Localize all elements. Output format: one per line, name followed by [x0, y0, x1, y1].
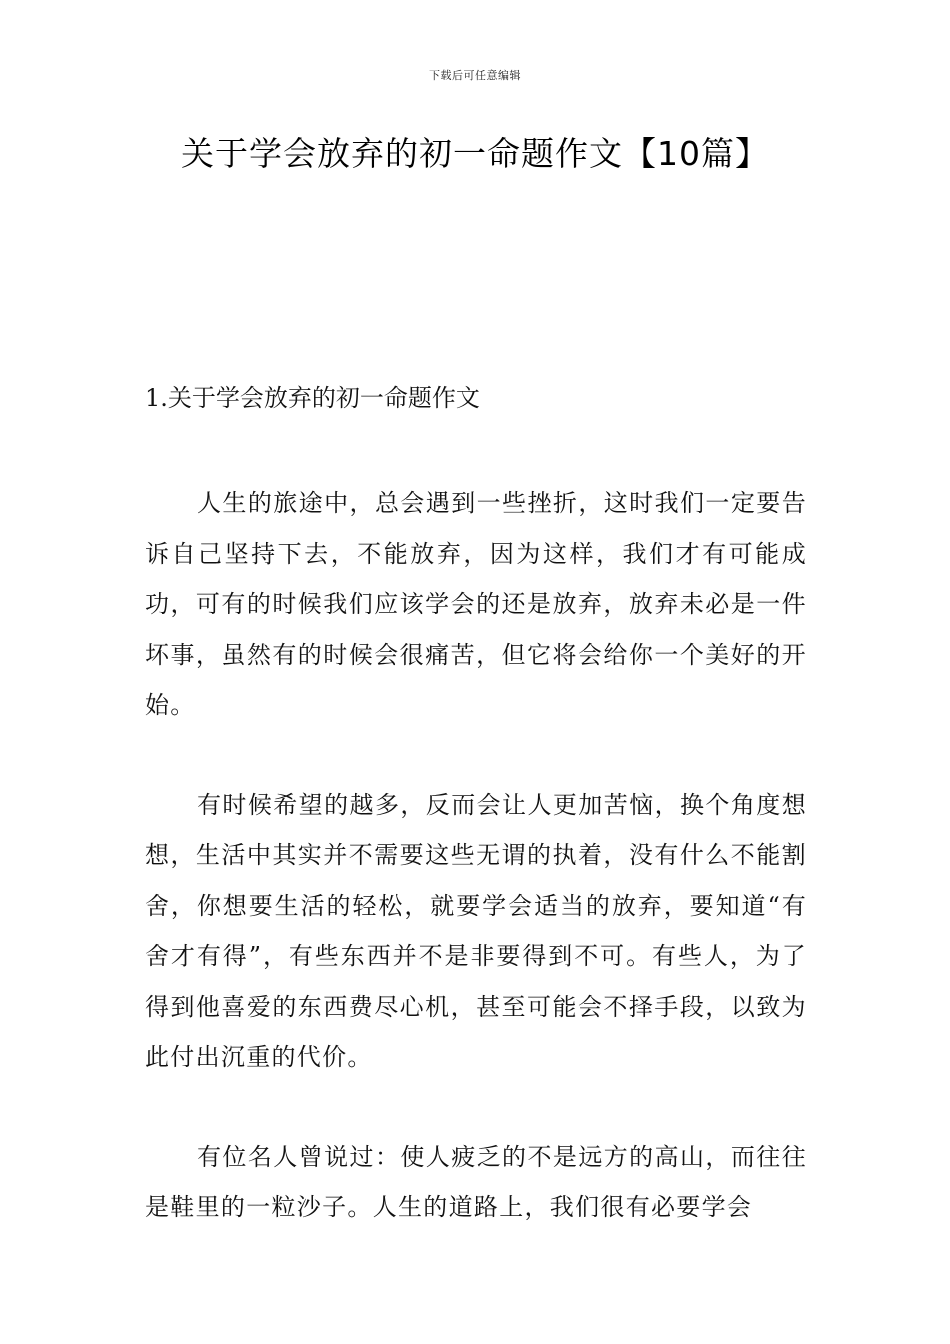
- document-title: 关于学会放弃的初一命题作文【10篇】: [181, 134, 769, 173]
- paragraph-1: 人生的旅途中，总会遇到一些挫折，这时我们一定要告诉自己坚持下去，不能放弃，因为这样，我们才有可能成功，可有的时候我们应该学会的还是放弃，放弃未必是一件坏事，虽然有的时候会很痛苦，但它将会给你一个美好的开始。: [145, 489, 807, 719]
- paragraph-3: 有位名人曾说过：使人疲乏的不是远方的高山，而往往是鞋里的一粒沙子。人生的道路上，我们很有必要学会: [145, 1142, 807, 1221]
- paragraph-2: 有时候希望的越多，反而会让人更加苦恼，换个角度想想，生活中其实并不需要这些无谓的执着，没有什么不能割舍，你想要生活的轻松，就要学会适当的放弃，要知道“有舍才有得”，有些东西并不是非要得到不可。有些人，为了得到他喜爱的东西费尽心机，甚至可能会不择手段，以致为此付出沉重的代价。: [145, 790, 807, 1071]
- section-heading: 1.关于学会放弃的初一命题作文: [145, 384, 480, 412]
- header-note: 下载后可任意编辑: [429, 69, 521, 82]
- document-body: [145, 380, 807, 1282]
